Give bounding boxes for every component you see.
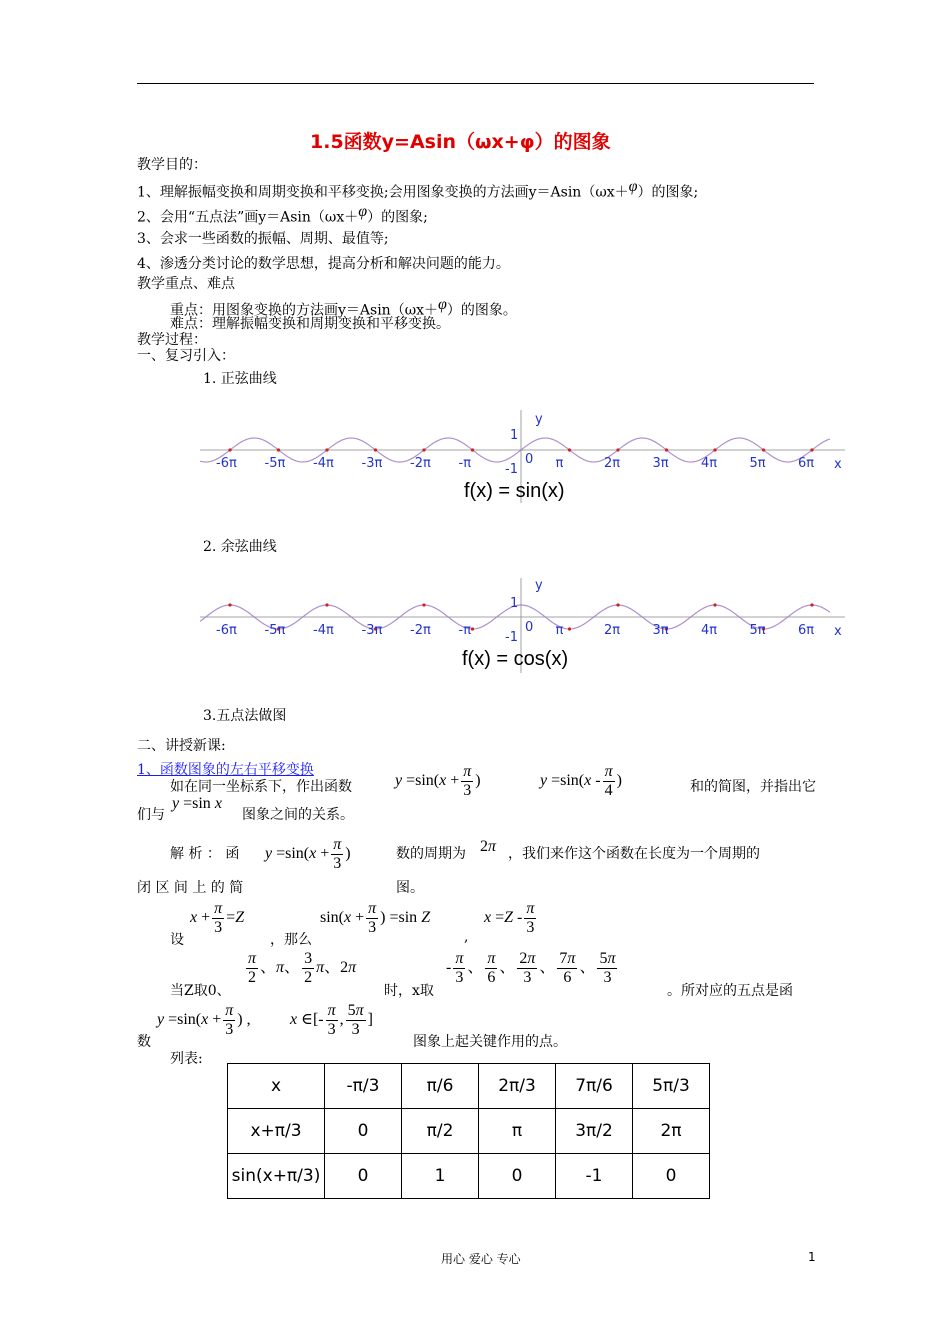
p4-text-a: 当Z取0、 [170,983,231,999]
header-rule [137,83,814,84]
tick-label: 4π [701,456,718,471]
formula-x-eq-z-minus-pi3: x =Z - $\frac{\pi}{3}$ [484,900,535,936]
review-heading: 一、复习引入： [137,348,235,364]
formula-sin-x-plus-pi3: y =sin(x + $\frac{\pi}{3}$ ) [395,763,481,799]
p2-text-e: 图。 [396,880,424,896]
sine-formula: f(x) = sin(x) [464,480,565,502]
sine-label: 1. 正弦曲线 [203,371,277,387]
y-axis-label: y [535,578,543,593]
tick-dot [568,627,571,630]
tick-label: -6π [216,456,237,471]
aim-3: 3、会求一些函数的振幅、周期、最值等; [137,231,389,247]
table-cell: x [228,1064,325,1109]
p3-then: ，那么 [270,932,312,948]
tick-dot [228,603,231,606]
tick-dot [568,448,571,451]
p1-text-b: 和的简图，并指出它 [690,779,816,795]
tick-label: 6π [798,456,815,471]
p1-text-c: 们与 [137,807,165,823]
table-cell: sin(x+π/3) [228,1154,325,1199]
cosine-formula: f(x) = cos(x) [462,648,569,670]
table-row [228,1154,710,1199]
table-row [228,1109,710,1154]
formula-sin-eq-sinz: sin(x + $\frac{\pi}{3}$ ) =sin Z [320,900,431,936]
table-cell: -1 [556,1154,633,1199]
tick-dot [422,448,425,451]
tick-dot [762,448,765,451]
tick-label: -6π [216,623,237,638]
tick-dot [810,603,813,606]
formula-x-plus-pi3-eq-z: x + $\frac{\pi}{3}$ =Z [190,900,245,936]
table-cell: π/6 [402,1064,479,1109]
tick-dot [228,448,231,451]
p2-text-b: 数的周期为 [396,846,466,862]
tick-dot [616,448,619,451]
difficulty: 难点：理解振幅变换和周期变换和平移变换。 [170,316,450,332]
one-label: 1 [510,596,519,611]
formula-domain: x ∈[- $\frac{\pi}{3}$ , $\frac{5\pi}{3}$ ] [290,1002,373,1038]
x-axis-label: x [834,624,842,639]
one-label: 1 [510,428,519,443]
y-axis-label: y [535,412,543,427]
tick-label: 4π [701,623,718,638]
section-1-heading: 1、函数图象的左右平移变换 [137,762,314,778]
tick-dot [713,448,716,451]
formula-sin-x-minus-pi4: y =sin(x - $\frac{\pi}{4}$ ) [540,763,622,799]
p2-text-c: ，我们来作这个函数在长度为一个周期的 [508,846,760,862]
tick-label: 2π [604,623,621,638]
table-row [228,1064,710,1109]
table-cell: π/2 [402,1109,479,1154]
aim-2: 2、会用“五点法”画y＝Asin（ωx＋$^\varphi$）的图象; [137,203,428,226]
table-cell: 0 [325,1109,402,1154]
tick-label: -5π [264,456,286,471]
key-point: 重点：用图象变换的方法画y＝Asin（ωx＋$^\varphi$）的图象。 [170,296,517,319]
five-point-label: 3.五点法做图 [203,708,287,724]
five-point-table [227,1063,710,1199]
tick-label: -3π [361,456,383,471]
table-cell: 2π [633,1109,710,1154]
page-title: 1.5函数y=Asin（ωx+φ）的图象 [310,131,611,153]
table-cell: 5π/3 [633,1064,710,1109]
p5-text-a: 数 [137,1034,151,1050]
tick-dot [810,448,813,451]
tick-dot [616,603,619,606]
neg-one-label: -1 [505,462,518,477]
zero-label: 0 [525,620,534,635]
tick-dot [471,627,474,630]
list-label: 列表: [170,1051,203,1067]
tick-label: 5π [749,456,766,471]
tick-dot [471,448,474,451]
p2-text-a: 解 析 ： 函 [170,846,240,862]
x-axis-label: x [834,457,842,472]
tick-dot [422,603,425,606]
tick-dot [374,448,377,451]
tick-label: π [555,623,564,638]
p1-text-d: 图象之间的关系。 [242,807,354,823]
tick-label: -4π [313,456,334,471]
tick-label: -2π [410,456,431,471]
table-cell: -π/3 [325,1064,402,1109]
aim-1: 1、理解振幅变换和周期变换和平移变换;会用图象变换的方法画y＝Asin（ωx＋$^\varphi$）的图象; [137,178,699,201]
tick-dot [713,603,716,606]
tick-label: -3π [361,623,383,638]
p2-text-d: 闭 区 间 上 的 简 [137,880,244,896]
table-cell: 1 [402,1154,479,1199]
tick-label: π [555,456,564,471]
formula-sin-x-plus-pi3-c: y =sin(x + $\frac{\pi}{3}$ ) , [157,1002,251,1038]
neg-one-label: -1 [505,630,518,645]
p3-set: 设 [170,932,184,948]
tick-label: 5π [749,623,766,638]
period-2pi: 2π [480,838,497,855]
z-values: $\frac{\pi}{2}$ 、π、 $\frac{3}{2}$ π、2π [248,950,357,986]
tick-dot [325,603,328,606]
table-cell: 7π/6 [556,1064,633,1109]
p1-text-a: 如在同一坐标系下，作出函数 [170,779,352,795]
formula-sin-x-plus-pi3-b: y =sin(x + $\frac{\pi}{3}$ ) [265,836,351,872]
table-cell: 0 [633,1154,710,1199]
aim-4: 4、渗透分类讨论的数学思想，提高分析和解决问题的能力。 [137,256,510,272]
tick-label: -π [458,456,472,471]
table-cell: 2π/3 [479,1064,556,1109]
p5-text-b: 图象上起关键作用的点。 [413,1034,567,1050]
tick-label: 6π [798,623,815,638]
tick-label: -π [458,623,472,638]
tick-dot [325,448,328,451]
cosine-label: 2. 余弦曲线 [203,539,277,555]
sine-graph [200,405,850,505]
table-cell: x+π/3 [228,1109,325,1154]
cosine-graph [200,575,850,675]
p4-text-b: 时，x取 [384,983,434,999]
formula-sin-x: y =sin x [172,795,222,812]
page-number: 1 [808,1250,816,1264]
aims-heading: 教学目的： [137,157,207,173]
table-cell: π [479,1109,556,1154]
tick-label: -4π [313,623,334,638]
footer-text: 用心 爱心 专心 [441,1252,521,1266]
new-lesson-heading: 二、讲授新课: [137,738,226,754]
tick-dot [665,448,668,451]
tick-label: -2π [410,623,431,638]
table-cell: 0 [479,1154,556,1199]
table-cell: 3π/2 [556,1109,633,1154]
tick-label: -5π [264,623,286,638]
tick-label: 3π [652,456,669,471]
p4-text-c: 。所对应的五点是函 [667,983,793,999]
x-values: - $\frac{\pi}{3}$ 、 $\frac{\pi}{6}$ 、 $\frac{2\pi}{3}$ 、 $\frac{7\pi}{6}$ 、 $\frac{5\pi}{3}$ [446,950,616,986]
process-heading: 教学过程： [137,332,207,348]
tick-label: 3π [652,623,669,638]
tick-dot [277,448,280,451]
tick-label: 2π [604,456,621,471]
key-heading: 教学重点、难点 [137,276,235,292]
table-cell: 0 [325,1154,402,1199]
zero-label: 0 [525,452,534,467]
